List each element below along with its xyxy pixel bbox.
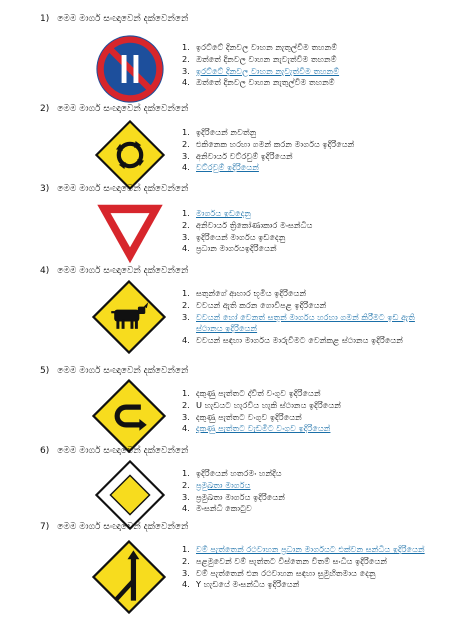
- option-2[interactable]: 2. ප්‍රමුඛතා මාර්ගය: [182, 479, 251, 490]
- question-number: 7): [40, 522, 50, 532]
- option-1[interactable]: 1. ඉදිරියෙන් නවත්නු: [182, 127, 257, 137]
- options-list: [182, 288, 442, 347]
- question-header: [40, 266, 188, 276]
- question-prompt: මෙම මාර්ග සංඥාවෙන් දක්වෙන්නේ: [57, 14, 189, 24]
- question-number: 4): [40, 266, 50, 276]
- option-3[interactable]: 3. දකුණු පැත්තට වංගුව ඉදිරියෙන්: [182, 411, 302, 422]
- option-4[interactable]: 4. Y හැඩයේ මංසන්ධිය ඉදිරියෙන්: [182, 579, 300, 590]
- question-number: 5): [40, 366, 50, 376]
- question-header: [40, 184, 188, 194]
- option-1[interactable]: 1. දකුණු පැත්තට ද්විත් වංගුව ඉදිරියෙන්: [182, 388, 321, 398]
- option-4[interactable]: 4. වවයන් සඳහා මාර්ගය මාරුවීමට වෙන්කළ ස්ථානය ඉදිරියෙන්: [182, 335, 403, 346]
- option-2[interactable]: 2. අනිවාර්ය ත්‍රිකෝණාකාර මංසන්ධිය: [182, 219, 313, 230]
- question-header: [40, 14, 188, 24]
- question-prompt: මෙම මාර්ග සංඥාවෙන් දක්වෙන්නේ: [57, 104, 189, 114]
- question-prompt: මෙම මාර්ග සංඥාවෙන් දක්වෙන්නේ: [57, 446, 189, 456]
- roundabout-ahead-icon: [95, 120, 165, 190]
- merge-from-left-icon: [92, 540, 166, 614]
- options-list: [182, 208, 442, 255]
- option-1[interactable]: 1. වම් පැත්තෙන් රථවාහන ප්‍රධාන මාර්ගයට එක්වන සන්ධිය ඉදිරියෙන්: [182, 544, 425, 554]
- option-1[interactable]: 1. ඉදිරියෙන් හතරමං හන්දිය: [182, 468, 282, 478]
- question-number: 6): [40, 446, 50, 456]
- no-parking-alternate-days-icon: [95, 34, 165, 104]
- question-prompt: මෙම මාර්ග සංඥාවෙන් දක්වෙන්නේ: [57, 184, 189, 194]
- cattle-crossing-icon: [92, 280, 166, 354]
- option-4[interactable]: 4. මංසන්ධි කොටුව: [182, 503, 252, 514]
- question-number: 2): [40, 104, 50, 114]
- option-3[interactable]: 3. ප්‍රමුඛතා මාර්ගය ඉදිරියෙන්: [182, 491, 285, 502]
- option-2[interactable]: 2. ඔත්තේ දිනවල වාහන නැවැත්වීම තහනම්: [182, 53, 337, 64]
- options-list: [182, 468, 442, 515]
- u-turn-ahead-icon: [92, 379, 166, 453]
- question-prompt: මෙම මාර්ග සංඥාවෙන් දක්වෙන්නේ: [57, 266, 189, 276]
- question-prompt: මෙම මාර්ග සංඥාවෙන් දක්වෙන්නේ: [57, 522, 189, 532]
- question-number: 1): [40, 14, 50, 24]
- option-3[interactable]: 3. ඉදිරියෙන් මාර්ගය ඉඩදෙනු: [182, 231, 286, 242]
- option-2[interactable]: 2. පළමුවෙන් වම් පැත්තට විස්තෙන වීතම් සංධිය ඉදිරියෙන්: [182, 555, 387, 566]
- question-header: [40, 446, 188, 456]
- option-2[interactable]: 2. එකිනෙක හරහා ගමන් කරන මාර්ගය ඉදිරියෙන්: [182, 138, 355, 149]
- option-4[interactable]: 4. ඔත්තේ දිනවල වාහන නැතුල්වීම තහනම්: [182, 77, 335, 88]
- question-number: 3): [40, 184, 50, 194]
- options-list: [182, 388, 442, 435]
- question-prompt: මෙම මාර්ග සංඥාවෙන් දක්වෙන්නේ: [57, 366, 189, 376]
- option-4[interactable]: 4. වට්රවුම් ඉදිරියෙන්: [182, 162, 259, 173]
- option-1[interactable]: 1. මාර්ගය ඉඩදෙනු: [182, 208, 251, 218]
- options-list: [182, 544, 442, 591]
- options-list: [182, 127, 442, 174]
- option-3[interactable]: 3. වම් පැත්තෙන් එන රථවාහන සඳහා සුමුහිතමාය දෙනු: [182, 567, 376, 578]
- option-3[interactable]: 3. අනිවාර්ය වට්රවුම් ඉදිරියෙන්: [182, 150, 293, 161]
- option-3[interactable]: 3. ඉරට්ටේ දිනවල වාහන නැවැත්වීම තහනම්: [182, 65, 340, 76]
- options-list: [182, 42, 442, 89]
- option-4[interactable]: 4. ප්‍රධාන මාර්ගයඉදිරියෙන්: [182, 243, 277, 254]
- option-2[interactable]: 2. වවයන් ඇති කරන ගොවිපළ ඉදිරියෙන්: [182, 299, 327, 310]
- option-1[interactable]: 1. ඉරට්ටේ දිනවල වාහන නැතුල්වීම තහනම්: [182, 42, 338, 52]
- option-3[interactable]: 3. වවයන් හෝ වෙනත් සතුන් මාර්ගය හරහා ගමන් කිරීමට ඉඩ ඇති ස්ථානය ඉදිරියෙන්: [182, 311, 415, 334]
- question-header: [40, 522, 188, 532]
- priority-road-icon: [95, 460, 165, 530]
- option-1[interactable]: 1. සතුන්ගේ ආහාර භූමිය ඉදිරියෙන්: [182, 288, 307, 298]
- option-2[interactable]: 2. U හැඩයට හැරවිය හැකි ස්ථානය ඉදිරියෙන්: [182, 399, 341, 410]
- option-4[interactable]: 4. දකුණු පැත්තට වැඩමීට වංගුව ඉදිරියෙන්: [182, 423, 331, 434]
- give-way-icon: [95, 202, 165, 266]
- question-header: [40, 366, 188, 376]
- question-header: [40, 104, 188, 114]
